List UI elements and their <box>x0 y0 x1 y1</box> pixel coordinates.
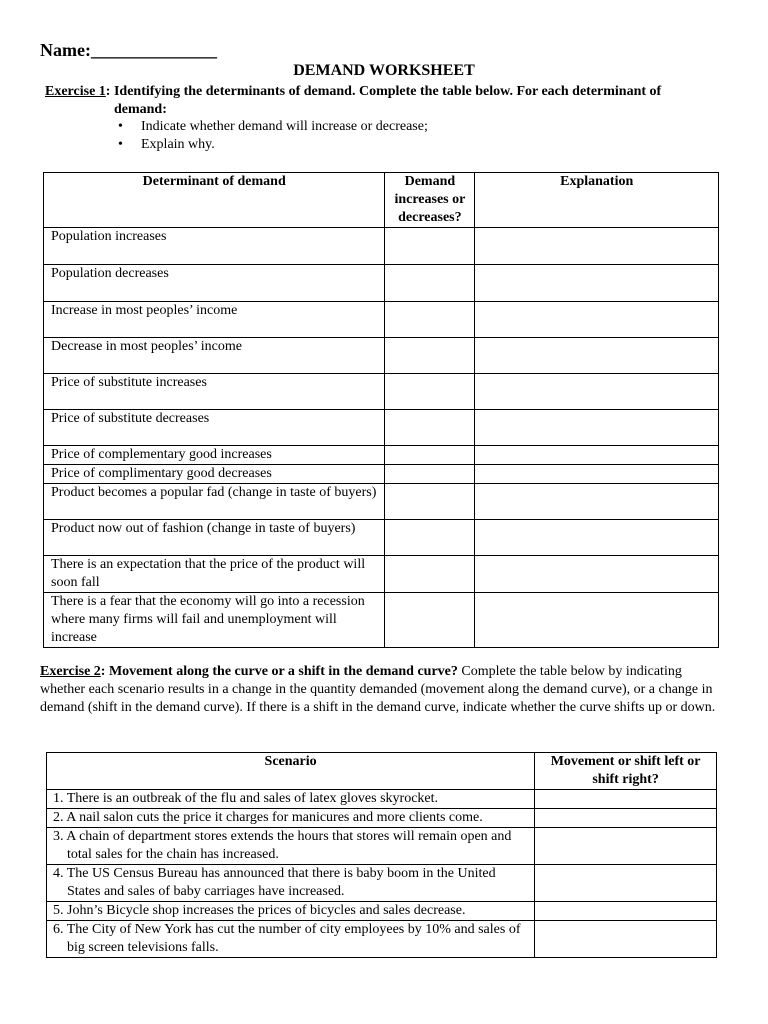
table-row: Price of substitute increases <box>44 374 719 410</box>
exercise2-instructions: Complete the table below by indicating whether each scenario results in a change in the quantity demanded (movement along the demand curve), or a change in demand (shift in the demand curve). If there is a shift in the demand curve, indicate whether the curve shifts up or down. <box>40 664 716 715</box>
explanation-cell[interactable] <box>475 484 719 520</box>
exercise1-intro: Exercise 1: Identifying the determinants of demand. Complete the table below. For each determinant of demand: <box>45 83 725 119</box>
table-row: Price of substitute decreases <box>44 410 719 446</box>
answer-cell[interactable] <box>385 556 475 593</box>
table-row: Increase in most peoples’ income <box>44 302 719 338</box>
table-row: Product now out of fashion (change in taste of buyers) <box>44 520 719 556</box>
table-header-row <box>44 173 719 228</box>
table-row: 5. John’s Bicycle shop increases the prices of bicycles and sales decrease. <box>47 902 717 921</box>
header-explanation: Explanation <box>475 173 719 228</box>
table-row: Population increases <box>44 228 719 265</box>
exercise2-heading: Movement along the curve or a shift in the demand curve? <box>108 664 458 679</box>
answer-cell[interactable] <box>385 374 475 410</box>
table-row: There is an expectation that the price of the product will soon fall <box>44 556 719 593</box>
table-header-row <box>47 753 717 790</box>
exercise1-bullets <box>118 118 428 154</box>
bullet-item: • Explain why. <box>118 137 215 152</box>
header-direction: Demand increases or decreases? <box>385 173 475 228</box>
answer-cell[interactable] <box>535 790 717 809</box>
answer-cell[interactable] <box>535 809 717 828</box>
explanation-cell[interactable] <box>475 228 719 265</box>
table-row: Population decreases <box>44 265 719 302</box>
answer-cell[interactable] <box>385 265 475 302</box>
explanation-cell[interactable] <box>475 338 719 374</box>
answer-cell[interactable] <box>385 465 475 484</box>
header-scenario: Scenario <box>47 753 535 790</box>
answer-cell[interactable] <box>385 228 475 265</box>
explanation-cell[interactable] <box>475 265 719 302</box>
table-row: There is a fear that the economy will go into a recession where many firms will fail and unemployment will increase <box>44 593 719 648</box>
header-determinant: Determinant of demand <box>44 173 385 228</box>
explanation-cell[interactable] <box>475 465 719 484</box>
table-row: Decrease in most peoples’ income <box>44 338 719 374</box>
explanation-cell[interactable] <box>475 374 719 410</box>
explanation-cell[interactable] <box>475 520 719 556</box>
answer-cell[interactable] <box>385 302 475 338</box>
table-row: 1. There is an outbreak of the flu and sales of latex gloves skyrocket. <box>47 790 717 809</box>
answer-cell[interactable] <box>385 410 475 446</box>
explanation-cell[interactable] <box>475 302 719 338</box>
exercise2-intro: Exercise 2: Movement along the curve or a shift in the demand curve? Complete the table below by indicating whether each scenario results in a change in the quantity demanded (movement along the demand curve), or a change in demand (shift in the demand curve). If there is a shift in the demand curve, indicate whether the curve shifts up or down. <box>40 664 716 715</box>
answer-cell[interactable] <box>535 828 717 865</box>
answer-cell[interactable] <box>535 921 717 958</box>
exercise1-label: Exercise 1 <box>45 84 106 99</box>
explanation-cell[interactable] <box>475 593 719 648</box>
explanation-cell[interactable] <box>475 556 719 593</box>
header-movement-shift: Movement or shift left or shift right? <box>535 753 717 790</box>
name-field-label: Name:______________ <box>40 40 217 60</box>
exercise1-instructions: Identifying the determinants of demand. Complete the table below. For each determinant of demand: <box>113 84 662 117</box>
explanation-cell[interactable] <box>475 446 719 465</box>
answer-cell[interactable] <box>385 446 475 465</box>
determinants-table <box>43 172 719 648</box>
table-row: Price of complementary good increases <box>44 446 719 465</box>
table-row: 2. A nail salon cuts the price it charges for manicures and more clients come. <box>47 809 717 828</box>
table-row: 6. The City of New York has cut the number of city employees by 10% and sales of big screen televisions falls. <box>47 921 717 958</box>
bullet-item: • Indicate whether demand will increase or decrease; <box>118 119 428 134</box>
answer-cell[interactable] <box>535 865 717 902</box>
answer-cell[interactable] <box>385 338 475 374</box>
exercise2-label: Exercise 2 <box>40 664 101 679</box>
answer-cell[interactable] <box>385 520 475 556</box>
explanation-cell[interactable] <box>475 410 719 446</box>
table-row: Price of complimentary good decreases <box>44 465 719 484</box>
answer-cell[interactable] <box>535 902 717 921</box>
answer-cell[interactable] <box>385 593 475 648</box>
table-row: 3. A chain of department stores extends the hours that stores will remain open and total sales for the chain has increased. <box>47 828 717 865</box>
scenario-table <box>46 752 717 958</box>
table-row: 4. The US Census Bureau has announced that there is baby boom in the United States and sales of baby carriages have increased. <box>47 865 717 902</box>
table-row: Product becomes a popular fad (change in taste of buyers) <box>44 484 719 520</box>
answer-cell[interactable] <box>385 484 475 520</box>
page-title: DEMAND WORKSHEET <box>293 62 475 79</box>
